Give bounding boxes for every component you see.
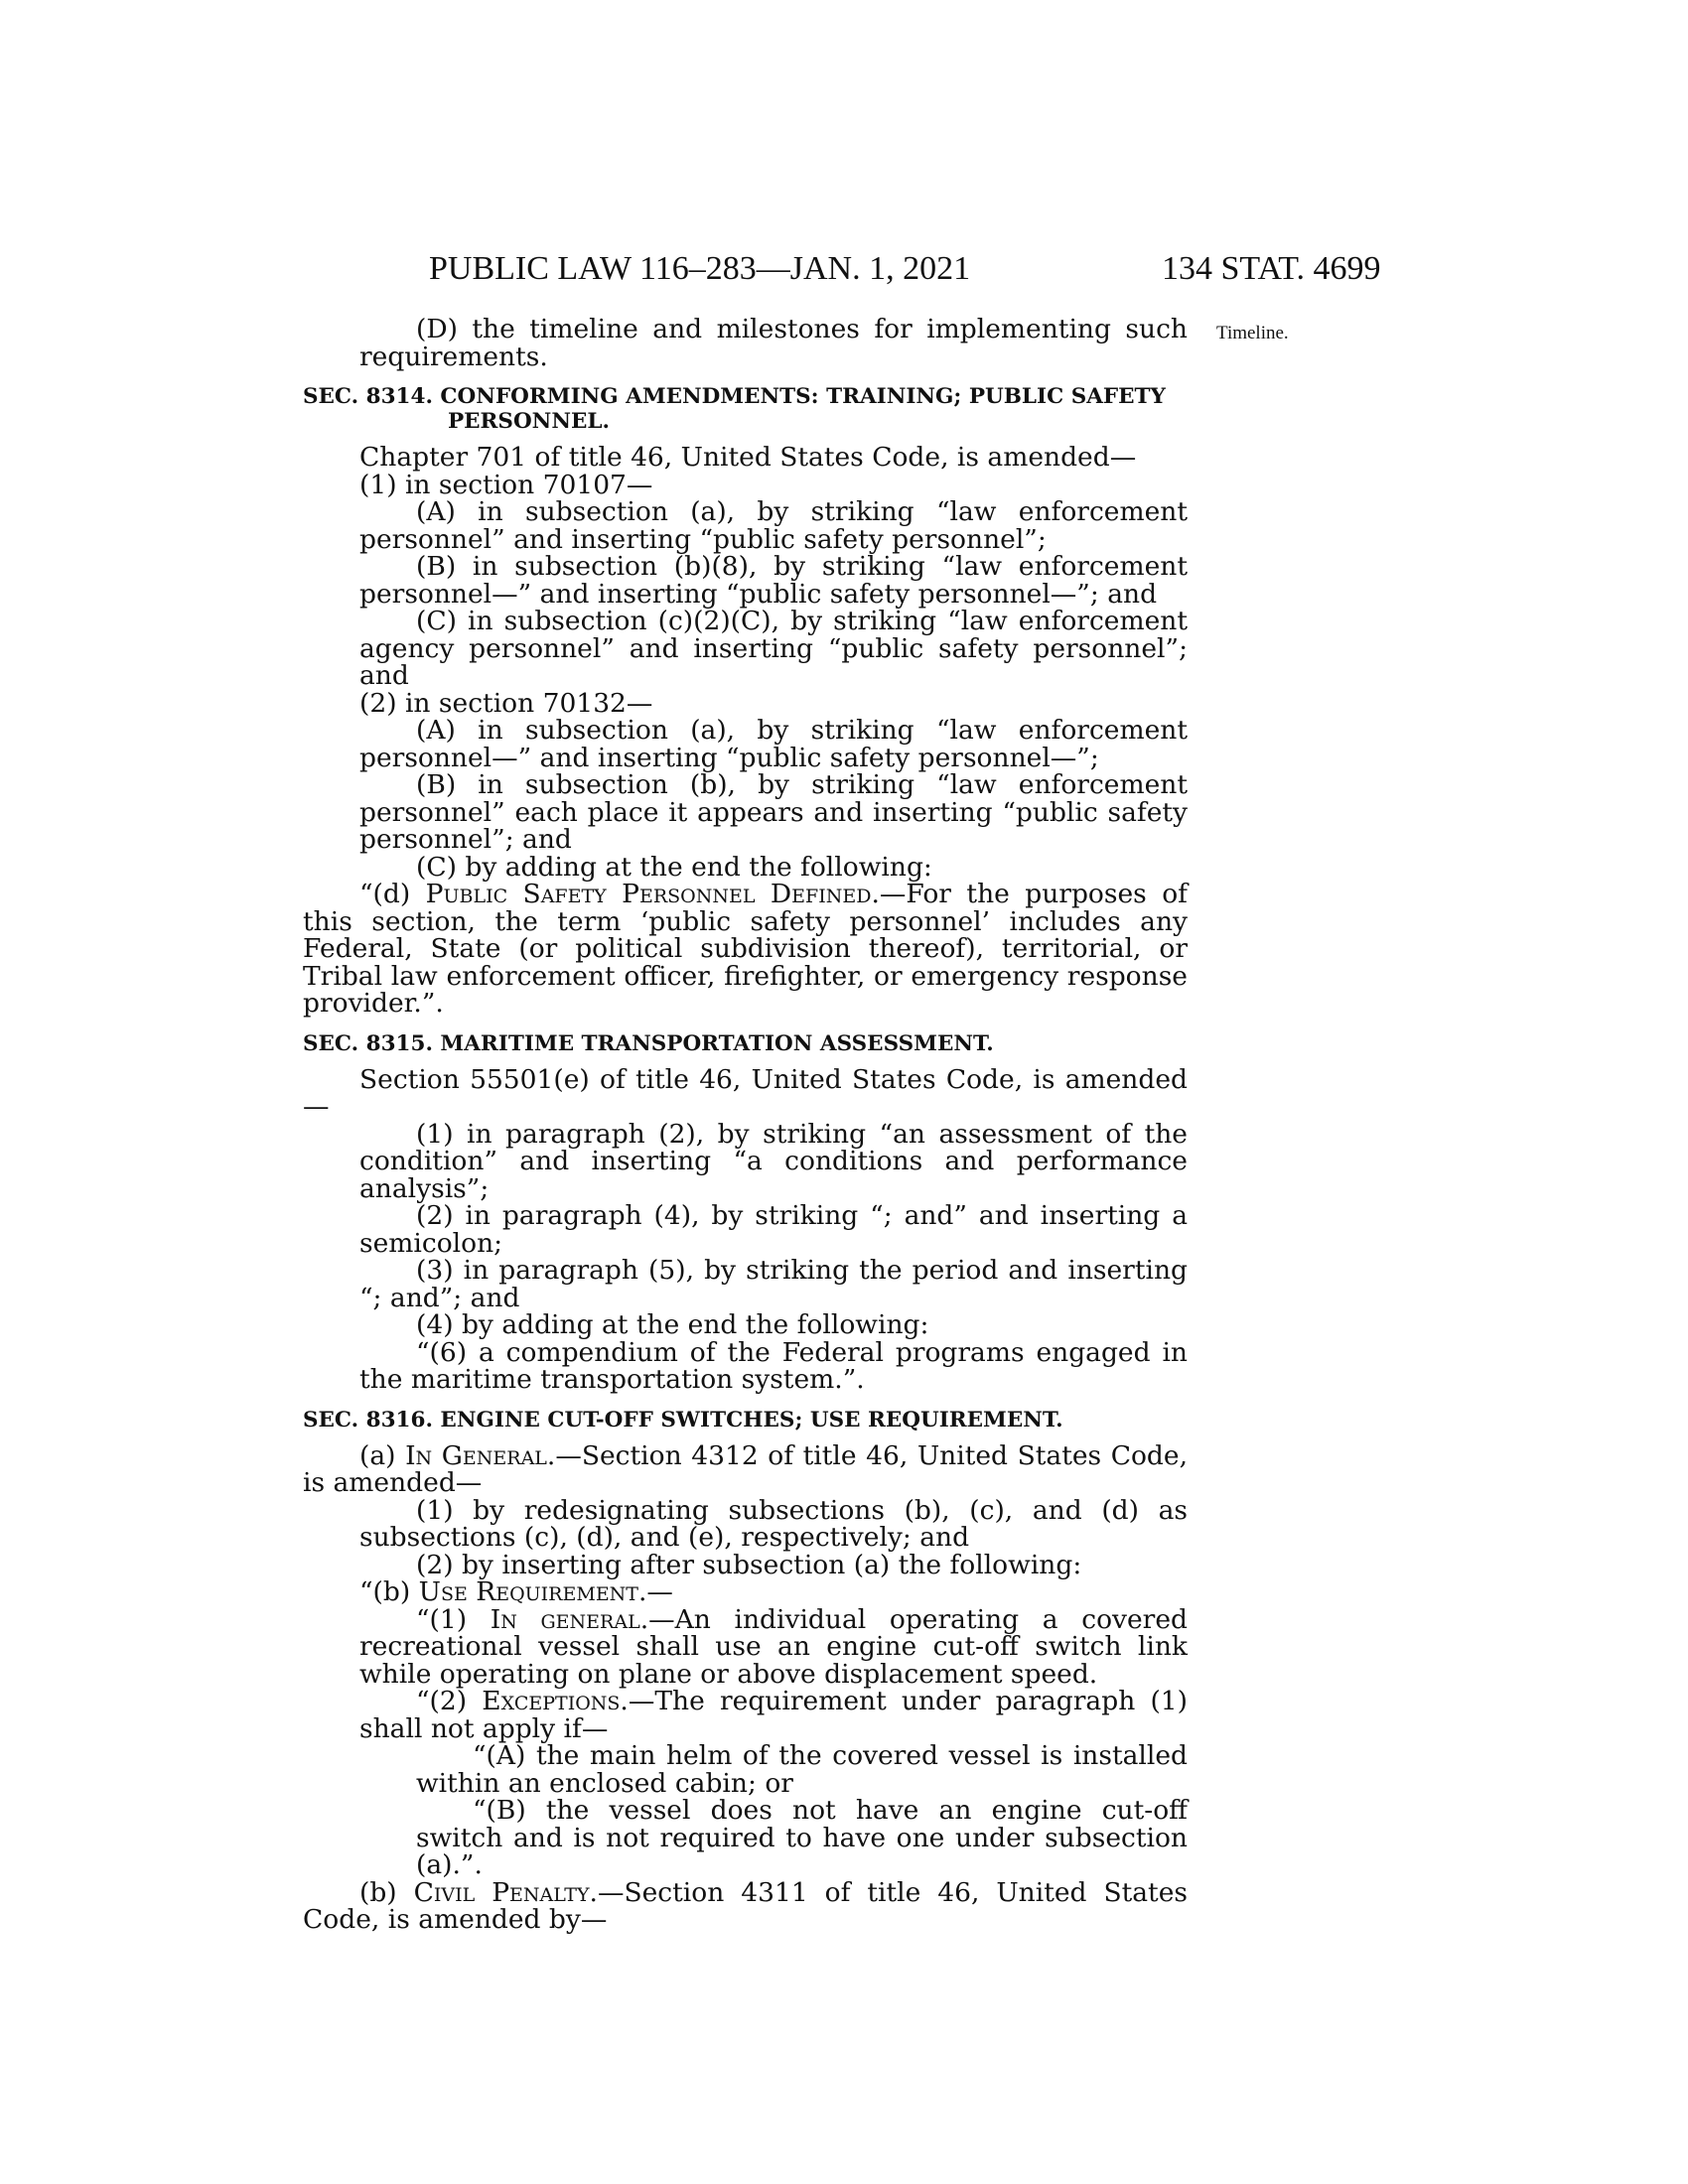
paragraph-70132-c: (C) by adding at the end the following: (416, 851, 932, 883)
subsection-civil-text: —Section 4311 of title 46, United States Code, is amended by— (303, 1876, 1188, 1935)
paragraph-b1-open: “(1) (416, 1603, 491, 1635)
paragraph-8316-a (303, 1439, 1188, 1498)
paragraph-8316-a-1: (1) by redesignating subsections (b), (c), and (d) as subsections (c), (d), and (e), respectively; and (359, 1494, 1188, 1553)
subsection-a-open: (a) (359, 1439, 406, 1471)
paragraph-d-timeline: (D) the timeline and milestones for implementing such requirements. (359, 314, 1188, 372)
paragraph-exception-b: “(B) the vessel does not have an engine cut-off switch and is not required to have one under subsection (a).”. (416, 1795, 1188, 1880)
paragraph-b1-heading: In general. (490, 1603, 649, 1635)
paragraph-public-safety-defined (303, 881, 1188, 1018)
header-stat-page: 134 STAT. 4699 (1162, 250, 1381, 287)
paragraph-use-requirement-1 (303, 1603, 1188, 1690)
subsection-b-heading: Use Requirement. (418, 1576, 647, 1607)
paragraph-70107-b: (B) in subsection (b)(8), by striking “law enforcement personnel—” and inserting “public safety personnel—”; and (359, 551, 1188, 610)
paragraph-use-requirement-2 (303, 1688, 1188, 1742)
subsection-civil-open: (b) (359, 1876, 414, 1908)
paragraph-55501-6: “(6) a compendium of the Federal programs engaged in the maritime transportation system.”. (359, 1336, 1188, 1395)
subsection-a-heading: In General. (405, 1439, 556, 1471)
paragraph-70132-b: (B) in subsection (b), by striking “law enforcement personnel” each place it appears and inserting “public safety personnel”; and (359, 769, 1188, 855)
margin-note-timeline: Timeline. (1216, 323, 1289, 343)
paragraph-section-70132: (2) in section 70132— (359, 687, 653, 719)
subsection-d-text: —For the purposes of this section, the term ‘public safety personnel’ includes any Federal, State (or political subdivision thereof), territorial, or Tribal law enforcement officer, firefighter, or emergency response provider.”. (303, 879, 1188, 1019)
header-law-citation: PUBLIC LAW 116–283—JAN. 1, 2021 (429, 250, 971, 287)
subsection-b-open: “(b) (359, 1576, 419, 1607)
paragraph-70107-a: (A) in subsection (a), by striking “law enforcement personnel” and inserting “public safety personnel”; (359, 496, 1188, 555)
paragraph-section-55501: Section 55501(e) of title 46, United States Code, is amended— (303, 1063, 1188, 1122)
page-header (0, 250, 1688, 290)
section-heading-8314-line1: SEC. 8314. CONFORMING AMENDMENTS: TRAINING; PUBLIC SAFETY (303, 384, 1166, 409)
section-heading-8315: SEC. 8315. MARITIME TRANSPORTATION ASSESSMENT. (303, 1030, 994, 1056)
subsection-d-heading: Public Safety Personnel Defined. (425, 879, 880, 909)
subsection-civil-heading: Civil Penalty. (413, 1876, 598, 1908)
paragraph-55501-1: (1) in paragraph (2), by striking “an assessment of the condition” and inserting “a conditions and performance analysis”; (359, 1118, 1188, 1204)
subsection-b-dash: — (646, 1576, 673, 1607)
section-heading-8316: SEC. 8316. ENGINE CUT-OFF SWITCHES; USE REQUIREMENT. (303, 1407, 1063, 1433)
paragraph-55501-3: (3) in paragraph (5), by striking the period and inserting “; and”; and (359, 1255, 1188, 1313)
subsection-d-open: “(d) (359, 879, 426, 909)
paragraph-chapter-701: Chapter 701 of title 46, United States Code, is amended— (359, 442, 1137, 473)
paragraph-use-requirement (303, 1578, 1188, 1606)
paragraph-b2-text: —The requirement under paragraph (1) shall not apply if— (359, 1686, 1189, 1744)
paragraph-b1-text: —An individual operating a covered recreational vessel shall use an engine cut-off switch link while operating on plane or above displacement speed. (359, 1603, 1188, 1690)
paragraph-70132-a: (A) in subsection (a), by striking “law enforcement personnel—” and inserting “public safety personnel—”; (359, 715, 1188, 773)
paragraph-8316-a-2: (2) by inserting after subsection (a) the following: (416, 1549, 1082, 1580)
document-body (303, 316, 1188, 1934)
section-heading-8314-line2: PERSONNEL. (448, 409, 610, 434)
paragraph-55501-2: (2) in paragraph (4), by striking “; and” and inserting a semicolon; (359, 1200, 1188, 1259)
paragraph-b2-heading: Exceptions. (482, 1686, 629, 1716)
paragraph-civil-penalty (303, 1876, 1188, 1935)
paragraph-55501-4: (4) by adding at the end the following: (416, 1309, 929, 1340)
paragraph-section-70107: (1) in section 70107— (359, 469, 653, 500)
paragraph-b2-open: “(2) (416, 1686, 483, 1716)
paragraph-70107-c: (C) in subsection (c)(2)(C), by striking “law enforcement agency personnel” and inserting “public safety personnel”; and (359, 606, 1188, 691)
paragraph-exception-a: “(A) the main helm of the covered vessel is installed within an enclosed cabin; or (416, 1740, 1188, 1799)
subsection-a-text: —Section 4312 of title 46, United States Code, is amended— (303, 1439, 1188, 1498)
section-heading-8314 (303, 384, 1188, 434)
